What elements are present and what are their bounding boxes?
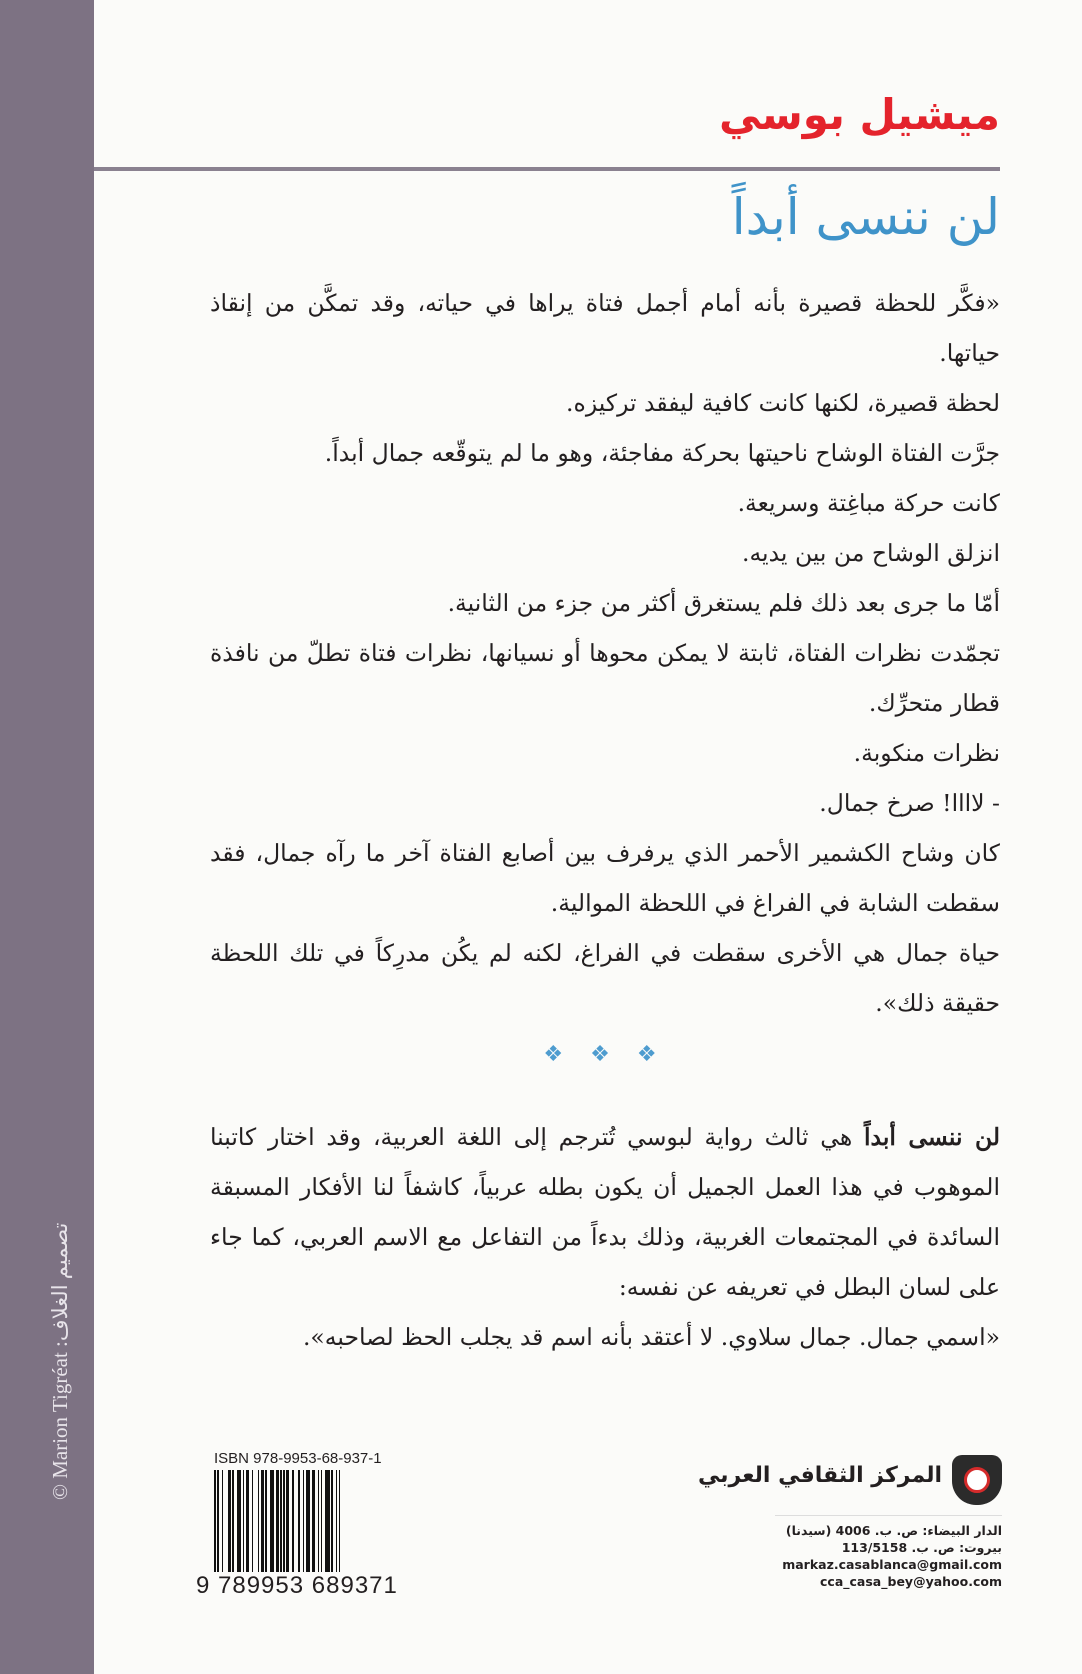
cover-design-credit: © Marion Tigréat :تصميم الغلاف xyxy=(48,1222,72,1500)
excerpt-paragraph: لحظة قصيرة، لكنها كانت كافية ليفقد تركيزه. xyxy=(566,389,1000,417)
excerpt-paragraph: حياة جمال هي الأخرى سقطت في الفراغ، لكنه لم يكُن مدرِكاً في تلك اللحظة حقيقة ذلك». xyxy=(210,939,1000,1017)
publisher-logo-icon xyxy=(952,1455,1002,1505)
excerpt-paragraph: جرَّت الفتاة الوشاح ناحيتها بحركة مفاجئة، وهو ما لم يتوقّعه جمال أبداً. xyxy=(324,439,1000,467)
barcode-digits: 9 789953 689371 xyxy=(196,1572,398,1599)
excerpt-paragraph: نظرات منكوبة. xyxy=(853,739,1000,767)
excerpt-paragraph: أمّا ما جرى بعد ذلك فلم يستغرق أكثر من جزء من الثانية. xyxy=(447,589,1000,617)
barcode-bar xyxy=(339,1470,341,1578)
excerpt-paragraph: كانت حركة مباغِتة وسريعة. xyxy=(737,489,1000,517)
address-beirut: بيروت: ص. ب. 113/5158 xyxy=(841,1540,1002,1555)
excerpt-paragraph: كان وشاح الكشمير الأحمر الذي يرفرف بين أصابع الفتاة آخر ما رآه جمال، فقد سقطت الشابة في الفراغ في اللحظة الموالية. xyxy=(210,839,1000,917)
header-divider xyxy=(94,167,1000,171)
isbn-label: ISBN 978-9953-68-937-1 xyxy=(214,1450,382,1467)
publisher-divider xyxy=(775,1515,1002,1516)
book-title: لن ننسى أبداً xyxy=(731,188,1000,246)
excerpt-paragraph: انزلق الوشاح من بين يديه. xyxy=(741,539,1000,567)
book-spine xyxy=(0,0,94,1674)
email-beirut: cca_casa_bey@yahoo.com xyxy=(820,1574,1002,1589)
intro-paragraph xyxy=(210,1112,1000,1312)
excerpt-paragraph: تجمّدت نظرات الفتاة، ثابتة لا يمكن محوها أو نسيانها، نظرات فتاة تطلّ من نافذة قطار متحرِّك. xyxy=(210,639,1000,717)
excerpt-paragraph: «فكَّر للحظة قصيرة بأنه أمام أجمل فتاة يراها في حياته، وقد تمكَّن من إنقاذ حياتها. xyxy=(210,289,1000,367)
barcode xyxy=(214,1470,414,1578)
publisher-name: المركز الثقافي العربي xyxy=(698,1463,942,1488)
intro-text: هي ثالث رواية لبوسي تُترجم إلى اللغة العربية، وقد اختار كاتبنا الموهوب في هذا العمل الجميل أن يكون بطله عربياً، كاشفاً لنا الأفكار المسبقة السائدة في المجتمعات الغربية، وذلك بدءاً من التفاعل مع الاسم العربي، كما جاء على لسان البطل في تعريفه عن نفسه: xyxy=(210,1123,1000,1301)
intro-quote: «اسمي جمال. جمال سلاوي. لا أعتقد بأنه اسم قد يجلب الحظ لصاحبه». xyxy=(302,1323,1000,1351)
ornament-divider: ❖ ❖ ❖ xyxy=(543,1042,667,1067)
author-name: ميشيل بوسي xyxy=(718,90,1000,139)
address-casablanca: الدار البيضاء: ص. ب. 4006 (سيدنا) xyxy=(785,1523,1002,1538)
back-cover-text xyxy=(210,278,1000,1362)
email-casablanca: markaz.casablanca@gmail.com xyxy=(782,1557,1002,1572)
intro-title-bold: لن ننسى أبداً xyxy=(863,1123,1001,1151)
excerpt-paragraph: - لاااا! صرخ جمال. xyxy=(819,789,1000,817)
publisher-contact xyxy=(782,1522,1002,1590)
